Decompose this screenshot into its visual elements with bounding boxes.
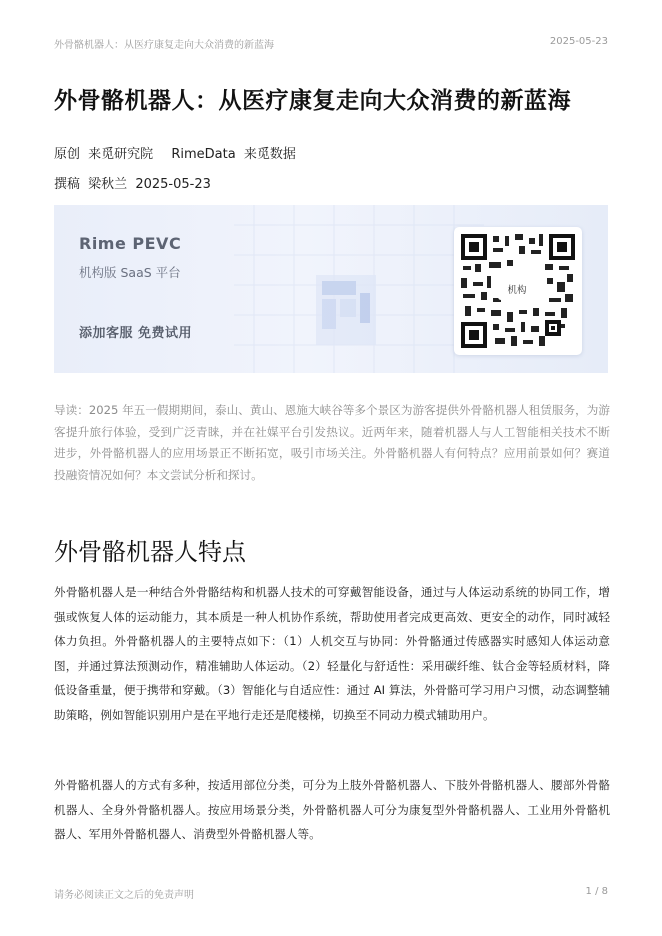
running-date: 2025-05-23	[549, 36, 608, 47]
banner-illustration	[316, 275, 376, 345]
body-paragraph-2: 外骨骼机器人的方式有多种，按适用部位分类，可分为上肢外骨骼机器人、下肢外骨骼机器人、腰部外骨骼机器人、全身外骨骼机器人。按应用场景分类，外骨骼机器人可分为康复型外骨骼机器人、工业用外骨骼机器人、军用外骨骼机器人、消费型外骨骼机器人等。	[54, 778, 610, 841]
byline-date: 2025-05-23	[135, 177, 211, 192]
source-author[interactable]: 来觅研究院	[88, 147, 154, 162]
article-title: 外骨骼机器人：从医疗康复走向大众消费的新蓝海	[54, 88, 571, 114]
promo-banner[interactable]	[54, 205, 608, 373]
footer-disclaimer: 请务必阅读正文之后的免责声明	[54, 890, 194, 901]
banner-cta[interactable]: 添加客服 免费试用	[79, 326, 193, 341]
banner-subtitle: 机构版 SaaS 平台	[79, 265, 181, 280]
qr-code-label: 机构	[498, 282, 536, 300]
running-footer	[54, 886, 608, 902]
banner-brand: Rime PEVC	[79, 234, 182, 253]
page-number: 1 / 8	[585, 886, 608, 897]
source-brand[interactable]: RimeData	[171, 147, 236, 162]
source-brand-cn[interactable]: 来觅数据	[243, 147, 296, 162]
byline-author: 梁秋兰	[88, 177, 128, 192]
body-paragraph-1: 外骨骼机器人是一种结合外骨骼结构和机器人技术的可穿戴智能设备，通过与人体运动系统的协同工作，增强或恢复人体的运动能力，其本质是一种人机协作系统，帮助使用者完成更高效、更安全的动作，同时减轻体力负担。外骨骼机器人的主要特点如下：（1）人机交互与协同：外骨骼通过传感器实时感知人体运动意图，并通过算法预测动作，精准辅助人体运动。（2）轻量化与舒适性：采用碳纤维、钛合金等轻质材料，降低设备重量，便于携带和穿戴。（3）智能化与自适应性：通过 AI 算法，外骨骼可学习用户习惯，动态调整辅助策略，例如智能识别用户是在平地行走还是爬楼梯，切换至不同动力模式辅助用户。	[54, 585, 610, 722]
article-lead: 导读：2025 年五一假期期间，泰山、黄山、恩施大峡谷等多个景区为游客提供外骨骼机器人租赁服务，为游客提升旅行体验，受到广泛青睐，并在社媒平台引发热议。近两年来，随着机器人与人工智能相关技术不断进步，外骨骼机器人的应用场景正不断拓宽，吸引市场关注。外骨骼机器人有何特点？应用前景如何？赛道投融资情况如何？本文尝试分析和探讨。	[54, 403, 610, 483]
running-header	[54, 36, 608, 52]
running-title: 外骨骼机器人：从医疗康复走向大众消费的新蓝海	[54, 40, 274, 51]
source-label: 原创	[54, 147, 81, 162]
banner-grid-decoration	[234, 205, 484, 373]
byline-label: 撰稿	[54, 177, 81, 192]
section-heading: 外骨骼机器人特点	[54, 538, 246, 566]
article-byline	[54, 175, 215, 195]
article-source	[54, 145, 300, 165]
qr-code-card[interactable]	[454, 227, 582, 355]
